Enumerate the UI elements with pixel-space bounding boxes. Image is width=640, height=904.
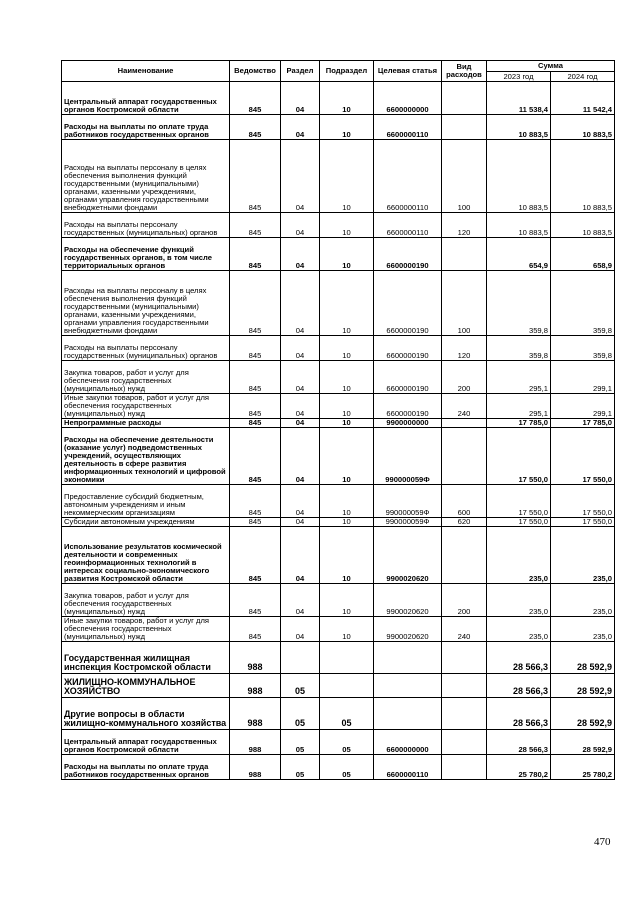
cell-dept: 845 [230, 115, 281, 140]
cell-v2024: 299,1 [551, 394, 615, 419]
cell-v2024: 10 883,5 [551, 115, 615, 140]
cell-target: 9900020620 [374, 617, 442, 642]
cell-v2024: 28 592,9 [551, 642, 615, 674]
cell-subsection: 10 [320, 140, 374, 213]
cell-exptype [442, 674, 487, 698]
cell-target: 990000059Ф [374, 485, 442, 518]
cell-dept: 845 [230, 584, 281, 617]
cell-v2024: 11 542,4 [551, 82, 615, 115]
cell-v2024: 359,8 [551, 271, 615, 336]
cell-section: 04 [281, 584, 320, 617]
cell-v2023: 235,0 [487, 527, 551, 584]
table-row [62, 642, 615, 674]
header-year-2023: 2023 год [487, 72, 551, 82]
cell-target [374, 698, 442, 730]
cell-dept: 845 [230, 361, 281, 394]
cell-section: 04 [281, 527, 320, 584]
table-row [62, 584, 615, 617]
cell-target [374, 642, 442, 674]
cell-target: 9900020620 [374, 527, 442, 584]
cell-target: 6600000190 [374, 394, 442, 419]
cell-exptype [442, 755, 487, 780]
header-row [62, 61, 615, 72]
cell-name: Расходы на выплаты по оплате труда работников государственных органов [62, 755, 230, 780]
table-row [62, 213, 615, 238]
cell-section: 04 [281, 428, 320, 485]
cell-target: 6600000110 [374, 115, 442, 140]
cell-target: 6600000110 [374, 140, 442, 213]
cell-target: 6600000190 [374, 361, 442, 394]
cell-section: 04 [281, 115, 320, 140]
cell-subsection [320, 674, 374, 698]
cell-subsection [320, 642, 374, 674]
header-section: Раздел [281, 61, 320, 82]
cell-name: Расходы на обеспечение функций государственных органов, в том числе территориальных органов [62, 238, 230, 271]
page-number: 470 [594, 836, 611, 848]
cell-v2023: 28 566,3 [487, 730, 551, 755]
cell-v2024: 658,9 [551, 238, 615, 271]
cell-subsection: 10 [320, 518, 374, 527]
cell-exptype: 240 [442, 394, 487, 419]
cell-v2023: 654,9 [487, 238, 551, 271]
cell-section: 04 [281, 271, 320, 336]
cell-name: Закупка товаров, работ и услуг для обеспечения государственных (муниципальных) нужд [62, 584, 230, 617]
cell-v2023: 359,8 [487, 271, 551, 336]
cell-target: 6600000000 [374, 730, 442, 755]
cell-exptype [442, 698, 487, 730]
table-row [62, 428, 615, 485]
cell-subsection: 10 [320, 271, 374, 336]
cell-name: Использование результатов космической деятельности и современных геоинформационных технологий в интересах социально-экономического развития Костромской области [62, 527, 230, 584]
cell-dept: 988 [230, 698, 281, 730]
table-row [62, 140, 615, 213]
cell-dept: 845 [230, 428, 281, 485]
cell-subsection: 10 [320, 485, 374, 518]
table-row [62, 361, 615, 394]
cell-name: Предоставление субсидий бюджетным, автономным учреждениям и иным некоммерческим организациям [62, 485, 230, 518]
cell-subsection: 10 [320, 584, 374, 617]
cell-subsection: 10 [320, 394, 374, 419]
cell-name: Закупка товаров, работ и услуг для обеспечения государственных (муниципальных) нужд [62, 361, 230, 394]
cell-exptype: 100 [442, 271, 487, 336]
cell-dept: 845 [230, 518, 281, 527]
cell-target: 6600000190 [374, 238, 442, 271]
table-row [62, 82, 615, 115]
cell-v2024: 359,8 [551, 336, 615, 361]
cell-dept: 988 [230, 642, 281, 674]
cell-v2024: 235,0 [551, 527, 615, 584]
cell-name: ЖИЛИЩНО-КОММУНАЛЬНОЕ ХОЗЯЙСТВО [62, 674, 230, 698]
cell-subsection: 10 [320, 336, 374, 361]
table-row [62, 730, 615, 755]
cell-dept: 988 [230, 674, 281, 698]
cell-v2023: 11 538,4 [487, 82, 551, 115]
cell-target: 6600000190 [374, 271, 442, 336]
header-sum: Сумма [487, 61, 615, 72]
cell-section: 04 [281, 419, 320, 428]
cell-target: 6600000110 [374, 755, 442, 780]
budget-table [61, 60, 615, 780]
cell-subsection: 10 [320, 213, 374, 238]
cell-exptype [442, 238, 487, 271]
cell-v2023: 17 550,0 [487, 518, 551, 527]
cell-exptype: 120 [442, 336, 487, 361]
header-subsection: Подраздел [320, 61, 374, 82]
cell-section [281, 642, 320, 674]
cell-section: 04 [281, 238, 320, 271]
cell-name: Субсидии автономным учреждениям [62, 518, 230, 527]
cell-target: 6600000110 [374, 213, 442, 238]
cell-name: Расходы на обеспечение деятельности (оказание услуг) подведомственных учреждений, осуществляющих деятельность в сфере развития информационных технологий и цифровой экономики [62, 428, 230, 485]
cell-exptype: 200 [442, 361, 487, 394]
cell-exptype: 620 [442, 518, 487, 527]
cell-v2023: 359,8 [487, 336, 551, 361]
cell-subsection: 05 [320, 698, 374, 730]
table-row [62, 527, 615, 584]
cell-dept: 845 [230, 527, 281, 584]
cell-dept: 988 [230, 755, 281, 780]
cell-section: 04 [281, 336, 320, 361]
cell-name: Центральный аппарат государственных органов Костромской области [62, 730, 230, 755]
cell-exptype [442, 82, 487, 115]
cell-v2023: 28 566,3 [487, 674, 551, 698]
cell-exptype [442, 419, 487, 428]
table-row [62, 755, 615, 780]
table-row [62, 674, 615, 698]
cell-v2024: 10 883,5 [551, 140, 615, 213]
cell-v2024: 235,0 [551, 584, 615, 617]
cell-dept: 845 [230, 336, 281, 361]
cell-exptype [442, 115, 487, 140]
cell-name: Расходы на выплаты персоналу в целях обеспечения выполнения функций государственными (муниципальными) органами, казенными учреждениями, органами управления государственными внебюджетными фондами [62, 140, 230, 213]
cell-v2023: 10 883,5 [487, 140, 551, 213]
cell-exptype: 600 [442, 485, 487, 518]
header-dept: Ведомство [230, 61, 281, 82]
cell-v2023: 235,0 [487, 584, 551, 617]
table-row [62, 419, 615, 428]
cell-v2024: 28 592,9 [551, 698, 615, 730]
cell-section: 04 [281, 485, 320, 518]
cell-section: 05 [281, 730, 320, 755]
cell-subsection: 10 [320, 428, 374, 485]
cell-dept: 988 [230, 730, 281, 755]
table-row [62, 336, 615, 361]
table-row [62, 238, 615, 271]
cell-v2024: 299,1 [551, 361, 615, 394]
header-name: Наименование [62, 61, 230, 82]
cell-subsection: 10 [320, 419, 374, 428]
cell-exptype: 200 [442, 584, 487, 617]
cell-v2024: 25 780,2 [551, 755, 615, 780]
cell-subsection: 10 [320, 115, 374, 140]
cell-exptype: 240 [442, 617, 487, 642]
cell-name: Иные закупки товаров, работ и услуг для обеспечения государственных (муниципальных) нужд [62, 394, 230, 419]
table-row [62, 115, 615, 140]
cell-dept: 845 [230, 394, 281, 419]
cell-dept: 845 [230, 617, 281, 642]
cell-v2023: 295,1 [487, 394, 551, 419]
cell-subsection: 10 [320, 617, 374, 642]
cell-section: 04 [281, 394, 320, 419]
cell-v2023: 17 785,0 [487, 419, 551, 428]
cell-dept: 845 [230, 82, 281, 115]
cell-name: Расходы на выплаты персоналу государственных (муниципальных) органов [62, 336, 230, 361]
cell-v2023: 17 550,0 [487, 485, 551, 518]
cell-name: Расходы на выплаты персоналу государственных (муниципальных) органов [62, 213, 230, 238]
cell-v2024: 17 550,0 [551, 428, 615, 485]
cell-section: 04 [281, 82, 320, 115]
cell-section: 04 [281, 140, 320, 213]
cell-v2024: 28 592,9 [551, 730, 615, 755]
header-target: Целевая статья [374, 61, 442, 82]
cell-v2024: 235,0 [551, 617, 615, 642]
cell-v2023: 10 883,5 [487, 115, 551, 140]
cell-section: 04 [281, 518, 320, 527]
cell-exptype: 100 [442, 140, 487, 213]
cell-subsection: 10 [320, 238, 374, 271]
cell-target: 9900000000 [374, 419, 442, 428]
cell-section: 05 [281, 755, 320, 780]
cell-target: 6600000190 [374, 336, 442, 361]
cell-subsection: 10 [320, 82, 374, 115]
cell-name: Государственная жилищная инспекция Костромской области [62, 642, 230, 674]
cell-dept: 845 [230, 140, 281, 213]
cell-v2024: 17 785,0 [551, 419, 615, 428]
cell-dept: 845 [230, 485, 281, 518]
table-row [62, 271, 615, 336]
cell-target: 9900020620 [374, 584, 442, 617]
cell-dept: 845 [230, 419, 281, 428]
cell-target: 990000059Ф [374, 428, 442, 485]
cell-name: Непрограммные расходы [62, 419, 230, 428]
cell-name: Другие вопросы в области жилищно-коммунального хозяйства [62, 698, 230, 730]
cell-name: Расходы на выплаты персоналу в целях обеспечения выполнения функций государственными (муниципальными) органами, казенными учреждениями, органами управления государственными внебюджетными фондами [62, 271, 230, 336]
cell-v2023: 10 883,5 [487, 213, 551, 238]
cell-section: 05 [281, 698, 320, 730]
cell-v2024: 10 883,5 [551, 213, 615, 238]
cell-v2023: 28 566,3 [487, 642, 551, 674]
cell-v2023: 28 566,3 [487, 698, 551, 730]
header-exptype: Вид расходов [442, 61, 487, 82]
table-body [62, 82, 615, 780]
cell-v2023: 295,1 [487, 361, 551, 394]
cell-dept: 845 [230, 213, 281, 238]
cell-target: 990000059Ф [374, 518, 442, 527]
cell-subsection: 05 [320, 730, 374, 755]
cell-exptype [442, 730, 487, 755]
cell-v2024: 17 550,0 [551, 485, 615, 518]
cell-name: Центральный аппарат государственных органов Костромской области [62, 82, 230, 115]
cell-section: 05 [281, 674, 320, 698]
cell-subsection: 05 [320, 755, 374, 780]
cell-v2023: 235,0 [487, 617, 551, 642]
cell-exptype [442, 527, 487, 584]
cell-exptype: 120 [442, 213, 487, 238]
header-year-2024: 2024 год [551, 72, 615, 82]
cell-exptype [442, 642, 487, 674]
table-row [62, 394, 615, 419]
cell-target: 6600000000 [374, 82, 442, 115]
cell-v2024: 28 592,9 [551, 674, 615, 698]
cell-dept: 845 [230, 238, 281, 271]
cell-section: 04 [281, 361, 320, 394]
table-row [62, 485, 615, 518]
table-row [62, 518, 615, 527]
cell-name: Расходы на выплаты по оплате труда работников государственных органов [62, 115, 230, 140]
cell-v2024: 17 550,0 [551, 518, 615, 527]
cell-v2023: 17 550,0 [487, 428, 551, 485]
cell-target [374, 674, 442, 698]
cell-section: 04 [281, 617, 320, 642]
cell-name: Иные закупки товаров, работ и услуг для обеспечения государственных (муниципальных) нужд [62, 617, 230, 642]
cell-subsection: 10 [320, 361, 374, 394]
table-row [62, 617, 615, 642]
cell-section: 04 [281, 213, 320, 238]
cell-subsection: 10 [320, 527, 374, 584]
cell-v2023: 25 780,2 [487, 755, 551, 780]
cell-exptype [442, 428, 487, 485]
table-row [62, 698, 615, 730]
cell-dept: 845 [230, 271, 281, 336]
